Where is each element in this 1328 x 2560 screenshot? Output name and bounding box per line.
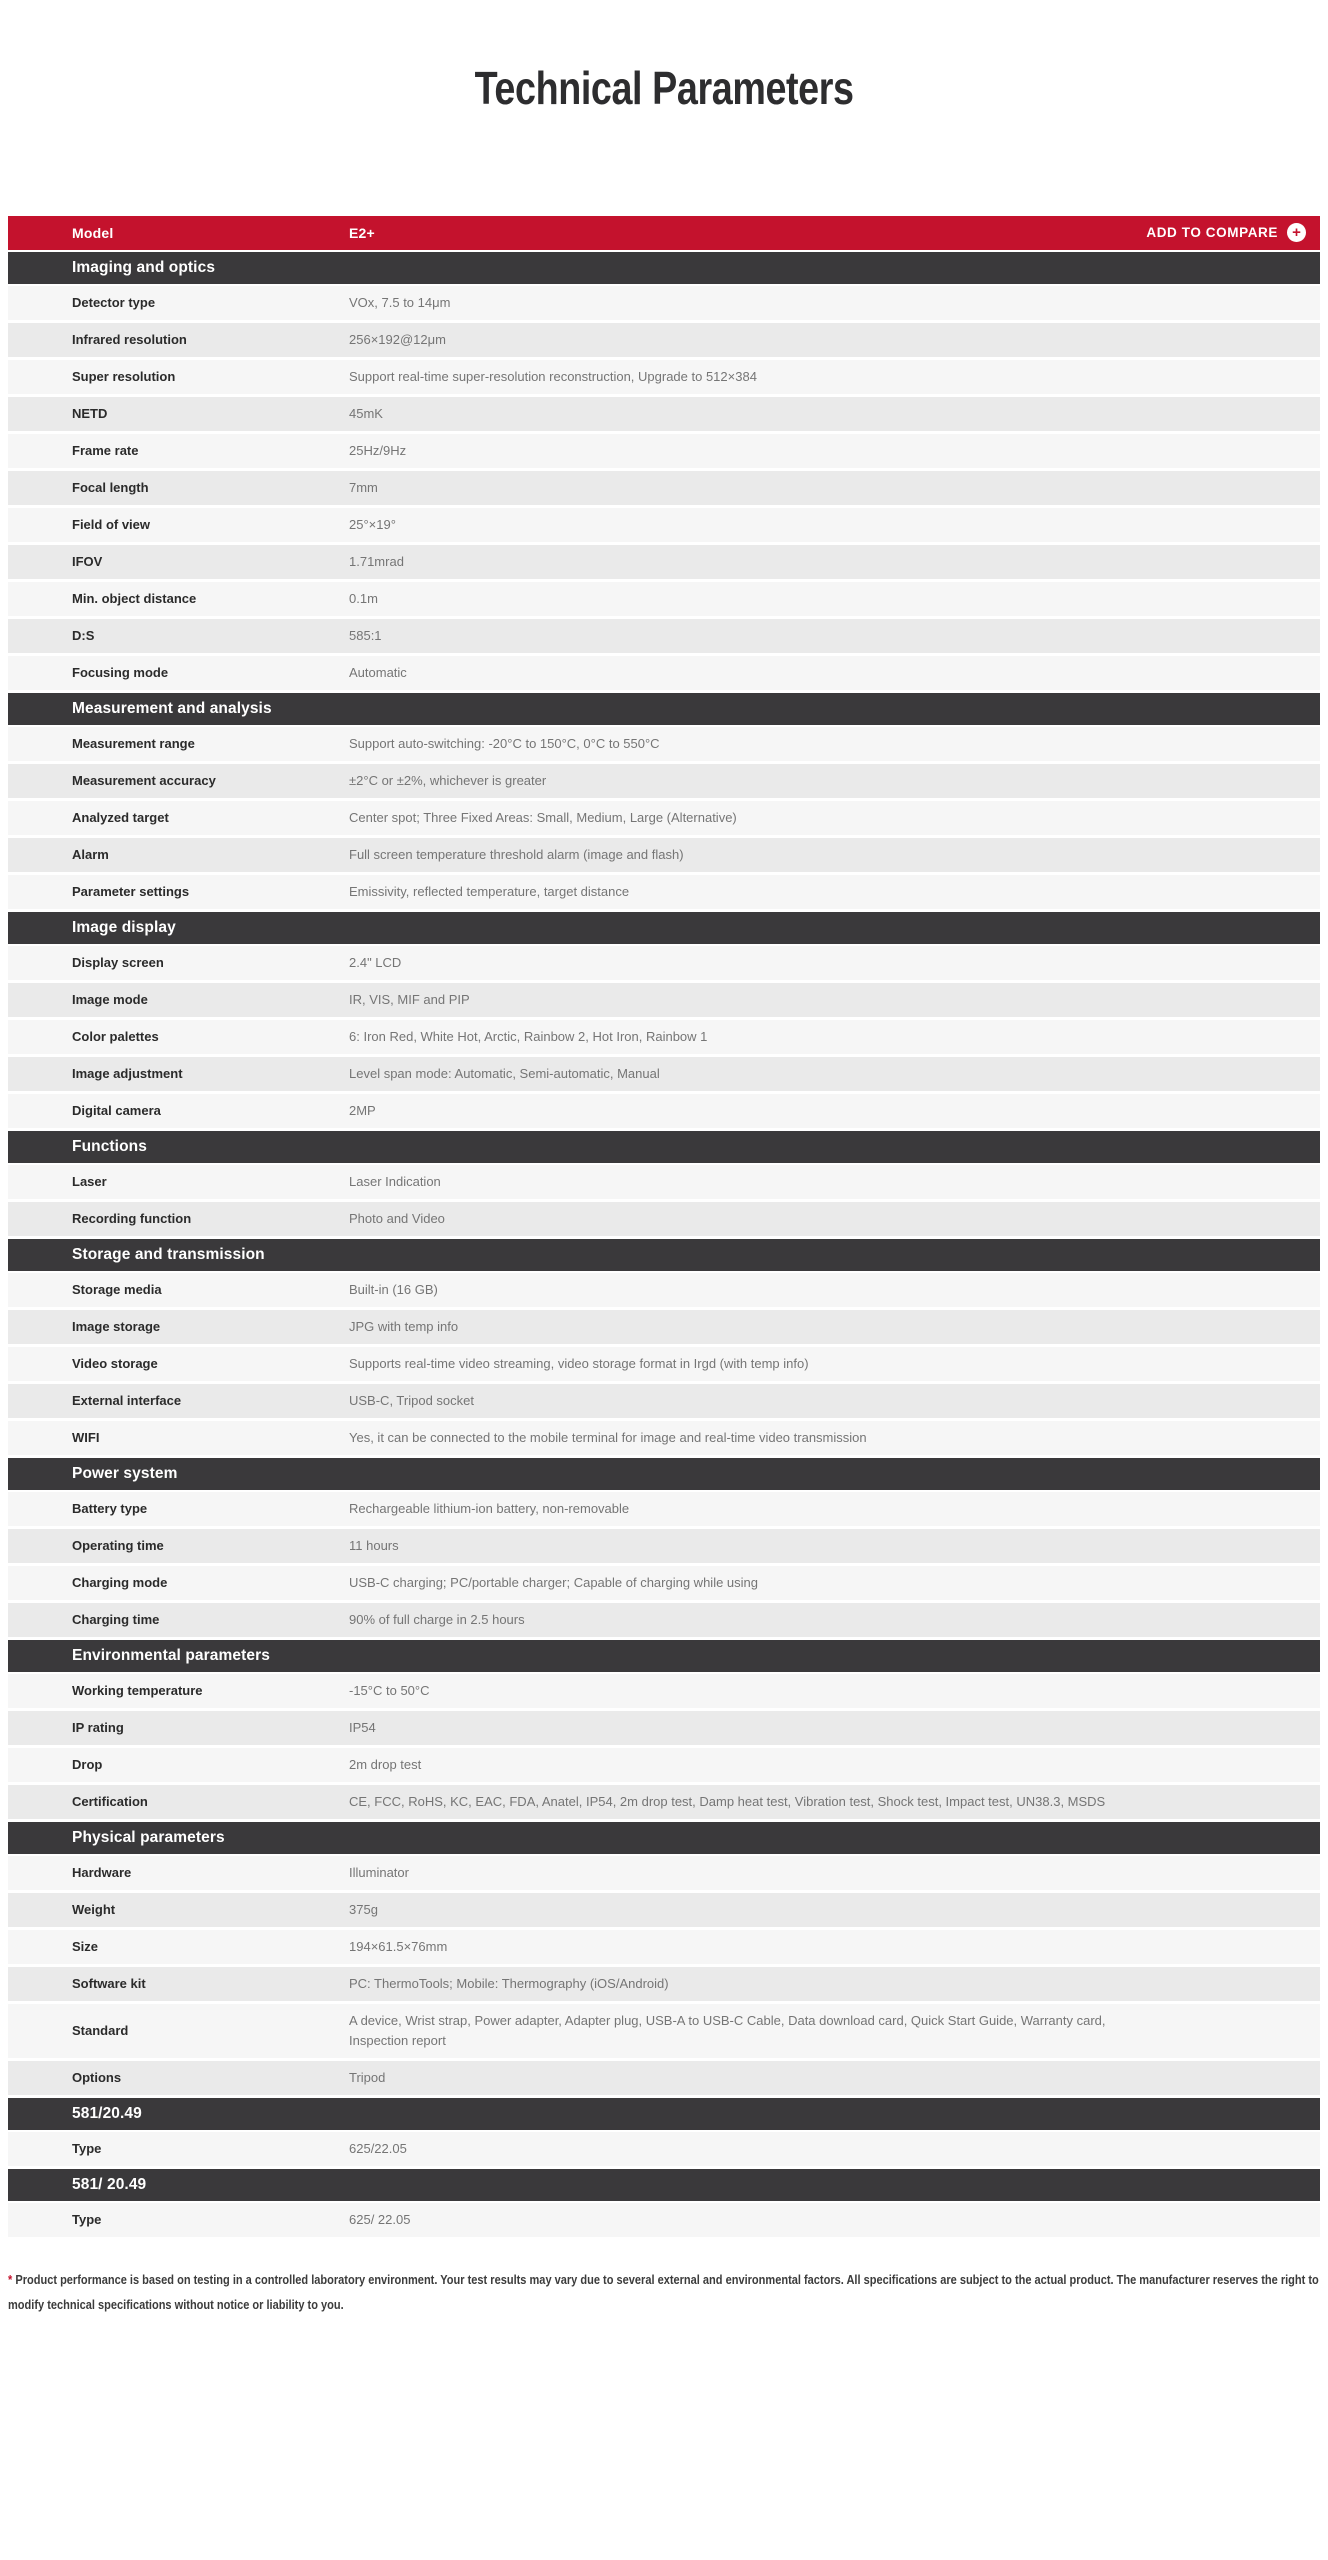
spec-row (8, 471, 1320, 508)
spec-row-label: Measurement range (72, 736, 195, 752)
spec-row (8, 1384, 1320, 1421)
spec-section (8, 1458, 1320, 1640)
spec-row-label: Weight (72, 1902, 116, 1918)
spec-row (8, 1856, 1320, 1893)
spec-row-label: Charging time (72, 1612, 160, 1628)
spec-row-label: Video storage (72, 1356, 158, 1372)
spec-row (8, 1785, 1320, 1822)
spec-row (8, 1421, 1320, 1458)
spec-row-label: IFOV (72, 554, 103, 570)
section-header (8, 1131, 1320, 1165)
spec-row (8, 1930, 1320, 1967)
add-to-compare-button[interactable] (1140, 222, 1320, 243)
section-title: Power system (72, 1464, 178, 1482)
spec-row-label: Analyzed target (72, 810, 169, 826)
spec-row (8, 1165, 1320, 1202)
spec-row (8, 2004, 1320, 2061)
spec-row-label: Super resolution (72, 369, 176, 385)
spec-row (8, 323, 1320, 360)
spec-row-value: Center spot; Three Fixed Areas: Small, Medium, Large (Alternative) (349, 809, 737, 825)
spec-row-value: Supports real-time video streaming, video storage format in Irgd (with temp info) (349, 1355, 809, 1371)
plus-circle-icon: + (1287, 223, 1306, 242)
section-rows (8, 1856, 1320, 2098)
page-title: Technical Parameters (474, 61, 854, 114)
footnote-body: Product performance is based on testing in a controlled laboratory environment. Your test results may vary due to several external and environmental factors. All specifications are subject to the actual product. The manufacturer reserves the right to modify technical specifications without notice or liability to you. (8, 2271, 1319, 2312)
spec-table (8, 216, 1320, 2240)
spec-row-label: Infrared resolution (72, 332, 187, 348)
spec-row-label: Drop (72, 1757, 103, 1773)
spec-row-value: USB-C charging; PC/portable charger; Capable of charging while using (349, 1574, 758, 1590)
spec-row-label: D:S (72, 628, 95, 644)
spec-row-label: Image adjustment (72, 1066, 183, 1082)
spec-row-value: 194×61.5×76mm (349, 1938, 448, 1954)
section-title: Functions (72, 1137, 147, 1155)
section-rows (8, 1273, 1320, 1458)
spec-row-value: Photo and Video (349, 1210, 445, 1226)
section-header (8, 2169, 1320, 2203)
spec-row (8, 1057, 1320, 1094)
section-rows (8, 2203, 1320, 2240)
spec-row (8, 875, 1320, 912)
spec-row (8, 2203, 1320, 2240)
spec-row-value: -15°C to 50°C (349, 1682, 430, 1698)
spec-row-value: 2.4" LCD (349, 954, 402, 970)
spec-row-label: Hardware (72, 1865, 132, 1881)
spec-row-value: Yes, it can be connected to the mobile terminal for image and real-time video transmission (349, 1429, 867, 1445)
spec-row-value: 585:1 (349, 627, 382, 643)
spec-row-label: Parameter settings (72, 884, 190, 900)
section-title: Environmental parameters (72, 1646, 270, 1664)
spec-row (8, 1711, 1320, 1748)
spec-row (8, 582, 1320, 619)
spec-section (8, 693, 1320, 912)
section-header (8, 1822, 1320, 1856)
spec-row (8, 983, 1320, 1020)
spec-row-value: CE, FCC, RoHS, KC, EAC, FDA, Anatel, IP54, 2m drop test, Damp heat test, Vibration test, Shock test, Impact test, UN38.3, MSDS (349, 1793, 1106, 1809)
spec-row (8, 656, 1320, 693)
spec-row (8, 1566, 1320, 1603)
spec-row (8, 1202, 1320, 1239)
spec-row (8, 2061, 1320, 2098)
section-header (8, 1640, 1320, 1674)
spec-row-value: Laser Indication (349, 1173, 441, 1189)
spec-row-label: Storage media (72, 1282, 162, 1298)
spec-section (8, 1822, 1320, 2098)
spec-row-value: Support auto-switching: -20°C to 150°C, 0°C to 550°C (349, 735, 660, 751)
spec-row (8, 1967, 1320, 2004)
spec-row-value: Automatic (349, 664, 407, 680)
spec-row (8, 434, 1320, 471)
spec-row (8, 619, 1320, 656)
title-wrap (0, 0, 1328, 142)
spec-row (8, 1273, 1320, 1310)
spec-row-value: 7mm (349, 479, 378, 495)
section-title: Measurement and analysis (72, 699, 272, 717)
spec-row (8, 1492, 1320, 1529)
spec-row-value: Tripod (349, 2069, 386, 2085)
spec-row (8, 1674, 1320, 1711)
spec-row-value: Full screen temperature threshold alarm (image and flash) (349, 846, 684, 862)
spec-row-label: Digital camera (72, 1103, 161, 1119)
spec-row-label: Measurement accuracy (72, 773, 216, 789)
spec-row (8, 1748, 1320, 1785)
model-bar (8, 216, 1320, 252)
section-rows (8, 946, 1320, 1131)
spec-row-value: 6: Iron Red, White Hot, Arctic, Rainbow 2, Hot Iron, Rainbow 1 (349, 1028, 708, 1044)
spec-row-label: Alarm (72, 847, 109, 863)
spec-row-value: 25°×19° (349, 516, 396, 532)
spec-row-label: Battery type (72, 1501, 148, 1517)
spec-row-label: Software kit (72, 1976, 146, 1992)
spec-row-label: Frame rate (72, 443, 139, 459)
spec-row (8, 286, 1320, 323)
spec-row-value: 11 hours (349, 1537, 399, 1553)
spec-row-value: 1.71mrad (349, 553, 404, 569)
spec-section (8, 1131, 1320, 1239)
spec-row (8, 1529, 1320, 1566)
spec-row-label: Size (72, 1939, 99, 1955)
spec-row-value: 45mK (349, 405, 383, 421)
spec-row-label: Working temperature (72, 1683, 203, 1699)
spec-row-value: 25Hz/9Hz (349, 442, 407, 458)
section-header (8, 1239, 1320, 1273)
spec-row-label: Laser (72, 1174, 107, 1190)
spec-row-label: Operating time (72, 1538, 164, 1554)
spec-row-label: Field of view (72, 517, 151, 533)
section-header (8, 2098, 1320, 2132)
spec-row-value: 625/22.05 (349, 2140, 407, 2156)
spec-row-label: Color palettes (72, 1029, 159, 1045)
spec-row-value: PC: ThermoTools; Mobile: Thermography (iOS/Android) (349, 1975, 669, 1991)
spec-row (8, 1893, 1320, 1930)
spec-row-value: 2MP (349, 1102, 376, 1118)
section-title: Imaging and optics (72, 258, 216, 276)
spec-row-label: Recording function (72, 1211, 192, 1227)
spec-row-label: NETD (72, 406, 108, 422)
footnote-text (8, 2267, 1320, 2317)
footnote (8, 2254, 1320, 2330)
spec-row (8, 946, 1320, 983)
spec-row-value: JPG with temp info (349, 1318, 459, 1334)
spec-row-label: Options (72, 2070, 122, 2086)
spec-row (8, 727, 1320, 764)
spec-row-value: 0.1m (349, 590, 378, 606)
spec-row (8, 1603, 1320, 1640)
spec-row-label: Certification (72, 1794, 148, 1810)
spec-row-value: 375g (349, 1901, 378, 1917)
spec-row-label: Focusing mode (72, 665, 169, 681)
spec-row-label: Type (72, 2141, 102, 2157)
section-rows (8, 1492, 1320, 1640)
spec-table-body (8, 252, 1320, 2240)
section-title: Image display (72, 918, 176, 936)
spec-row-value: IR, VIS, MIF and PIP (349, 991, 470, 1007)
spec-row (8, 1310, 1320, 1347)
spec-row-value: 2m drop test (349, 1756, 422, 1772)
section-title: 581/ 20.49 (72, 2175, 147, 2193)
spec-row-label: Display screen (72, 955, 164, 971)
spec-row (8, 1020, 1320, 1057)
spec-row (8, 2132, 1320, 2169)
section-title: Storage and transmission (72, 1245, 265, 1263)
section-header (8, 693, 1320, 727)
spec-section (8, 1640, 1320, 1822)
spec-row (8, 397, 1320, 434)
spec-row-value: 90% of full charge in 2.5 hours (349, 1611, 525, 1627)
spec-row-label: Detector type (72, 295, 156, 311)
spec-section (8, 2098, 1320, 2169)
spec-row (8, 838, 1320, 875)
spec-row-label: Type (72, 2212, 102, 2228)
section-rows (8, 1165, 1320, 1239)
spec-row-label: Charging mode (72, 1575, 168, 1591)
spec-row-value: Rechargeable lithium-ion battery, non-removable (349, 1500, 630, 1516)
spec-row-value: 256×192@12μm (349, 331, 446, 347)
spec-row-value: Support real-time super-resolution reconstruction, Upgrade to 512×384 (349, 368, 757, 384)
section-rows (8, 2132, 1320, 2169)
section-header (8, 1458, 1320, 1492)
spec-row-value: Illuminator (349, 1864, 409, 1880)
section-rows (8, 727, 1320, 912)
spec-row-label: IP rating (72, 1720, 124, 1736)
spec-row (8, 1347, 1320, 1384)
section-header (8, 912, 1320, 946)
spec-row-value: Emissivity, reflected temperature, target distance (349, 883, 630, 899)
spec-row-value: Level span mode: Automatic, Semi-automatic, Manual (349, 1065, 660, 1081)
spec-row (8, 764, 1320, 801)
section-rows (8, 1674, 1320, 1822)
spec-section (8, 1239, 1320, 1458)
spec-row-label: Focal length (72, 480, 149, 496)
spec-row (8, 801, 1320, 838)
spec-row-value: Built-in (16 GB) (349, 1281, 438, 1297)
spec-row (8, 545, 1320, 582)
section-header (8, 252, 1320, 286)
spec-row (8, 508, 1320, 545)
spec-row-label: Image storage (72, 1319, 161, 1335)
footnote-asterisk: * (8, 2271, 13, 2287)
add-to-compare-label: ADD TO COMPARE (1146, 225, 1278, 241)
spec-row-label: Standard (72, 2023, 129, 2039)
spec-row-value: 625/ 22.05 (349, 2211, 411, 2227)
spec-row (8, 360, 1320, 397)
spec-section (8, 2169, 1320, 2240)
model-value: E2+ (349, 224, 375, 241)
spec-row-value: A device, Wrist strap, Power adapter, Adapter plug, USB-A to USB-C Cable, Data download card, Quick Start Guide, Warranty card, Inspection report (349, 2012, 1106, 2048)
spec-row-label: External interface (72, 1393, 182, 1409)
spec-row-value: IP54 (349, 1719, 376, 1735)
spec-row-value: ±2°C or ±2%, whichever is greater (349, 772, 547, 788)
section-title: Physical parameters (72, 1828, 225, 1846)
model-label: Model (72, 224, 114, 241)
spec-row-label: Min. object distance (72, 591, 197, 607)
spec-row-label: WIFI (72, 1430, 100, 1446)
spec-row-label: Image mode (72, 992, 148, 1008)
spec-section (8, 912, 1320, 1131)
section-rows (8, 286, 1320, 693)
spec-section (8, 252, 1320, 693)
section-title: 581/20.49 (72, 2104, 142, 2122)
spec-row-value: VOx, 7.5 to 14μm (349, 294, 451, 310)
spec-row-value: USB-C, Tripod socket (349, 1392, 474, 1408)
spec-row (8, 1094, 1320, 1131)
